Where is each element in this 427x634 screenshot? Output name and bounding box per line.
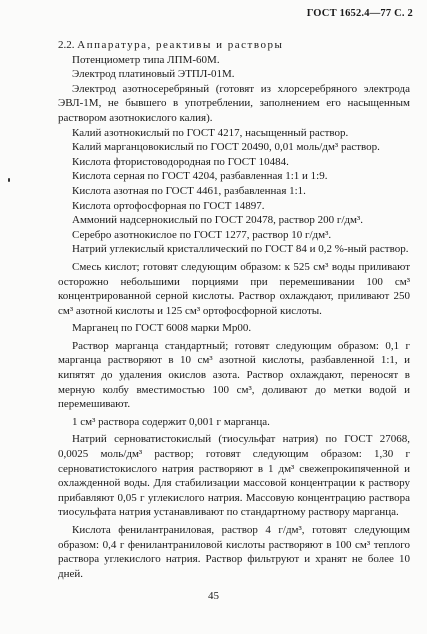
list-item: Аммоний надсернокислый по ГОСТ 20478, раствор 200 г/дм³.	[72, 214, 364, 227]
list-item: Электрод платиновый ЭТПЛ-01М.	[72, 68, 235, 81]
list-item: Калий марганцовокислый по ГОСТ 20490, 0,01 моль/дм³ раствор.	[72, 141, 380, 154]
section-heading	[58, 38, 410, 53]
paragraph: Марганец по ГОСТ 6008 марки Мр00.	[72, 322, 252, 335]
list-item: Кислота фтористоводородная по ГОСТ 10484.	[72, 155, 289, 168]
page-number: 45	[208, 590, 219, 602]
section-title: Аппаратура, реактивы и растворы	[77, 39, 284, 51]
list-item: Серебро азотнокислое по ГОСТ 1277, раствор 10 г/дм³.	[72, 228, 332, 241]
list-item: Калий азотнокислый по ГОСТ 4217, насыщенный раствор.	[72, 126, 349, 139]
list-item: Потенциометр типа ЛПМ-60М.	[72, 53, 220, 66]
paragraph: Кислота фенилантраниловая, раствор 4 г/дм³, готовят следующим образом: 0,4 г фенилантраниловой кислоты растворяют в 100 см³ теплого раствора углекислого натрия. Раствор фильтруют и хранят не более 10 дней.	[58, 524, 410, 580]
paragraph: Смесь кислот; готовят следующим образом: к 525 см³ воды приливают осторожно небольшими порциями при перемешивании 100 см³ концентрированной серной кислоты. Раствор охлаждают, приливают 250 см³ азотной кислоты и 125 см³ ортофосфорной кислоты.	[58, 260, 410, 317]
paragraph: Раствор марганца стандартный; готовят следующим образом: 0,1 г марганца растворяют в 10 см³ азотной кислоты, разбавленной 1:1, и кипятят до удаления окислов азота. Раствор охлаждают, переносят в мерную колбу вместимостью 100 см³, доливают до метки водой и перемешивают.	[58, 339, 410, 411]
margin-mark	[8, 178, 10, 182]
list-item: Кислота азотная по ГОСТ 4461, разбавленная 1:1.	[72, 184, 306, 197]
list-item: Электрод азотносеребряный (готовят из хлорсеребряного электрода ЭВЛ-1М, не бывшего в употреблении, заполнением его насыщенным раствором азотнокислого калия).	[58, 82, 410, 124]
paragraph: Натрий серноватистокислый (тиосульфат натрия) по ГОСТ 27068, 0,0025 моль/дм³ раствор; готовят следующим образом: 1,30 г серноватистокислого натрия растворяют в 1 дм³ свежепрокипяченной и охлажденной воды. Для стабилизации массовой концентрации к раствору прибавляют 0,05 г углекислого натрия. Массовую концентрацию раствора тиосульфата натрия устанавливают по стандартному раствору марганца.	[58, 433, 410, 519]
list-item: Кислота ортофосфорная по ГОСТ 14897.	[72, 199, 265, 212]
section-number: 2.2.	[58, 39, 75, 51]
page-header: ГОСТ 1652.4—77 С. 2	[306, 8, 413, 19]
page-content	[58, 38, 410, 581]
list-item: Натрий углекислый кристаллический по ГОСТ 84 и 0,2 %-ный раствор.	[72, 243, 409, 256]
list-item: Кислота серная по ГОСТ 4204, разбавленная 1:1 и 1:9.	[72, 170, 328, 183]
paragraph: 1 см³ раствора содержит 0,001 г марганца.	[72, 415, 270, 428]
